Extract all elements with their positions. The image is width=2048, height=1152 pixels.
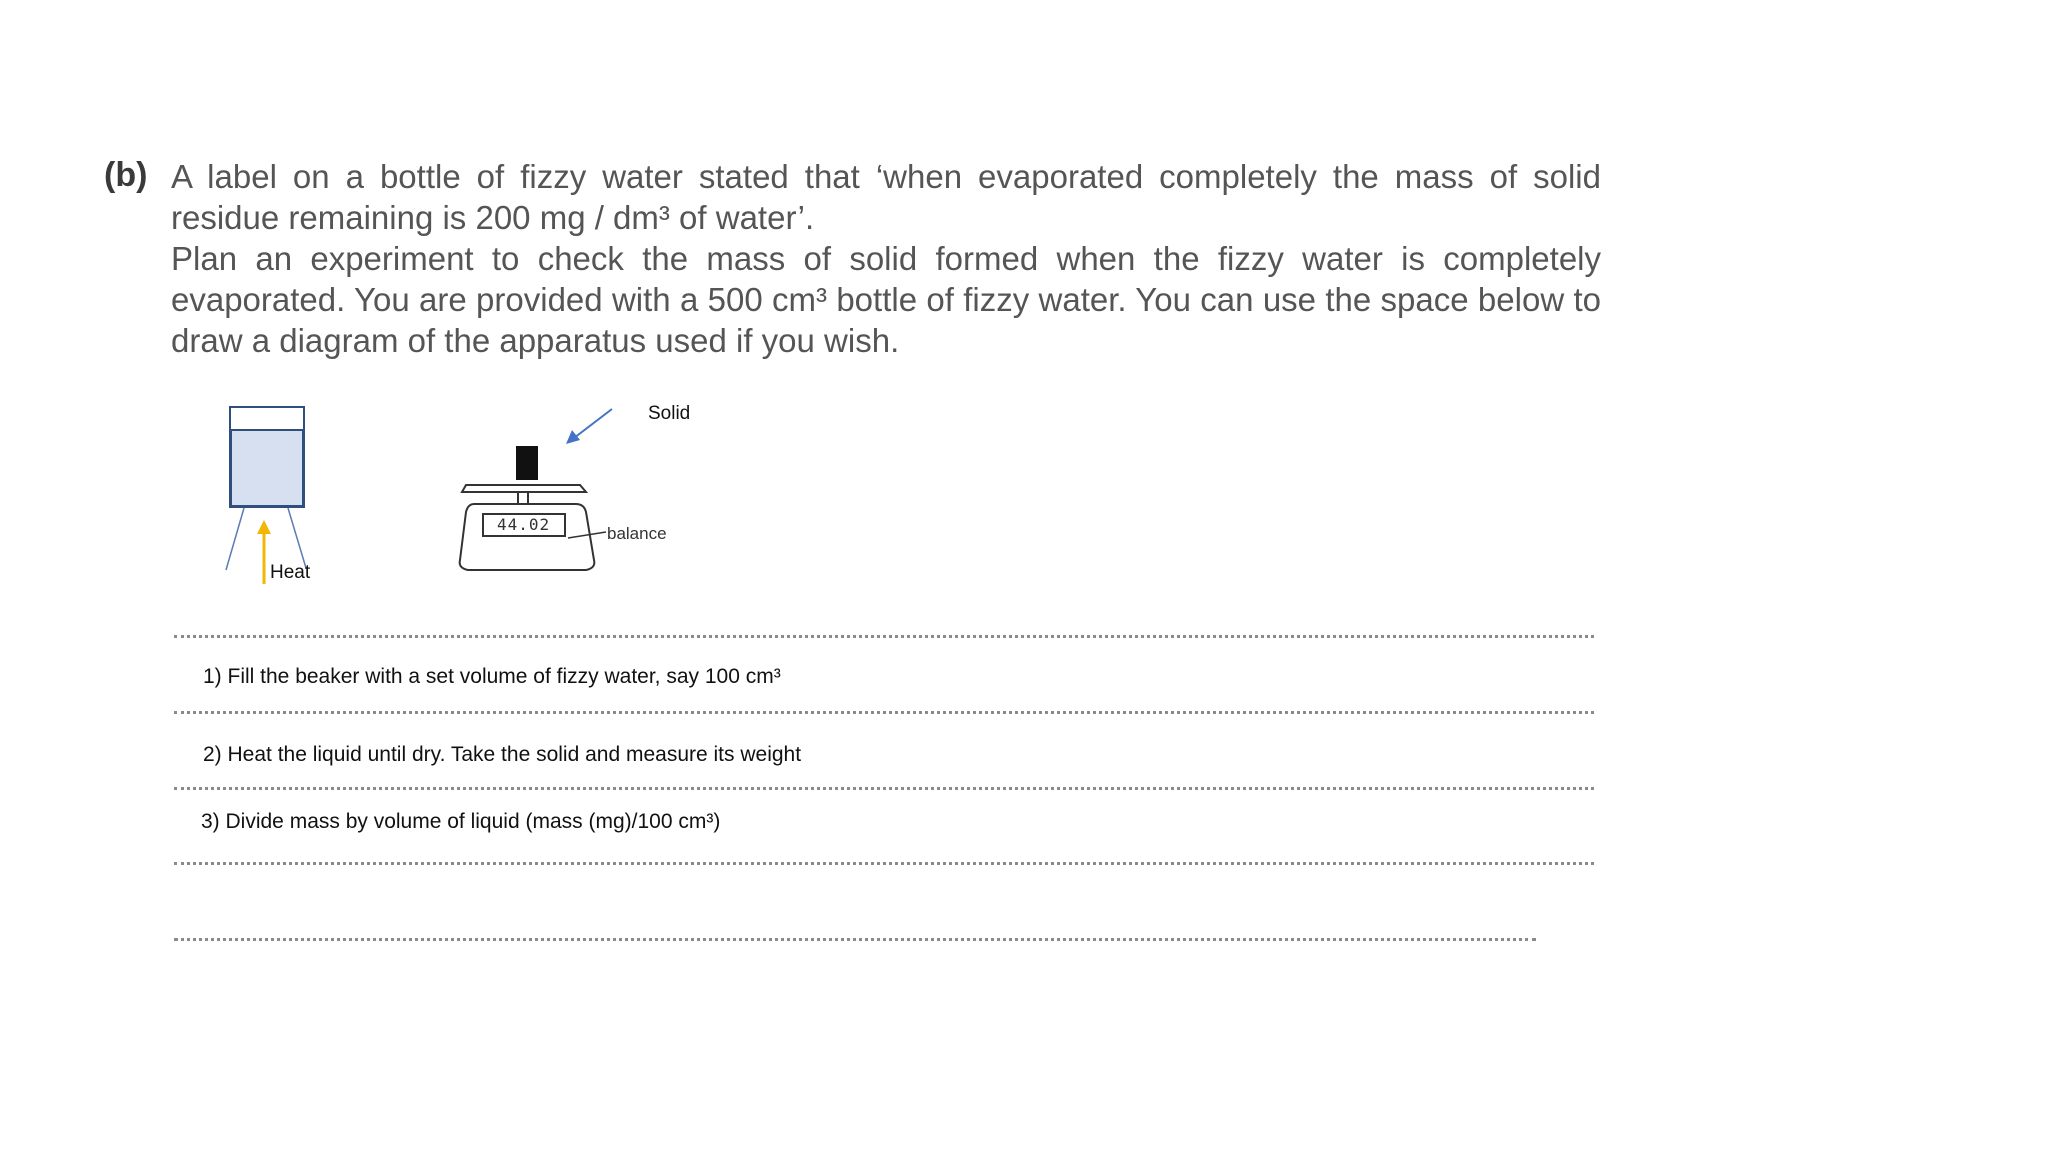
answer-line — [174, 787, 1594, 790]
solid-label: Solid — [648, 403, 691, 424]
flame-lines — [226, 508, 306, 570]
answer-step-3: 3) Divide mass by volume of liquid (mass (mg)/100 cm³) — [201, 810, 721, 833]
question-instruction: Plan an experiment to check the mass of solid formed when the fizzy water is completely evaporated. You are provided with a 500 cm³ bottle of fizzy water. You can use the space below to draw a diagram of the apparatus used if you wish. — [171, 240, 1601, 359]
answer-line — [174, 711, 1594, 714]
answer-line — [174, 938, 1536, 941]
answer-step-1: 1) Fill the beaker with a set volume of fizzy water, say 100 cm³ — [203, 665, 781, 688]
solid-arrow — [566, 409, 612, 444]
heat-label: Heat — [270, 562, 311, 583]
question-label: (b) — [104, 156, 148, 194]
heat-arrow — [257, 520, 271, 584]
balance-label: balance — [607, 524, 667, 543]
beaker — [230, 407, 304, 507]
balance-display-value: 44.02 — [497, 515, 551, 534]
answer-step-2: 2) Heat the liquid until dry. Take the solid and measure its weight — [203, 743, 802, 766]
question-statement: A label on a bottle of fizzy water stated that ‘when evaporated completely the mass of solid residue remaining is 200 mg / dm³ of water’. — [171, 158, 1601, 236]
balance — [460, 446, 606, 570]
answer-line — [174, 635, 1594, 638]
answer-line — [174, 862, 1594, 865]
